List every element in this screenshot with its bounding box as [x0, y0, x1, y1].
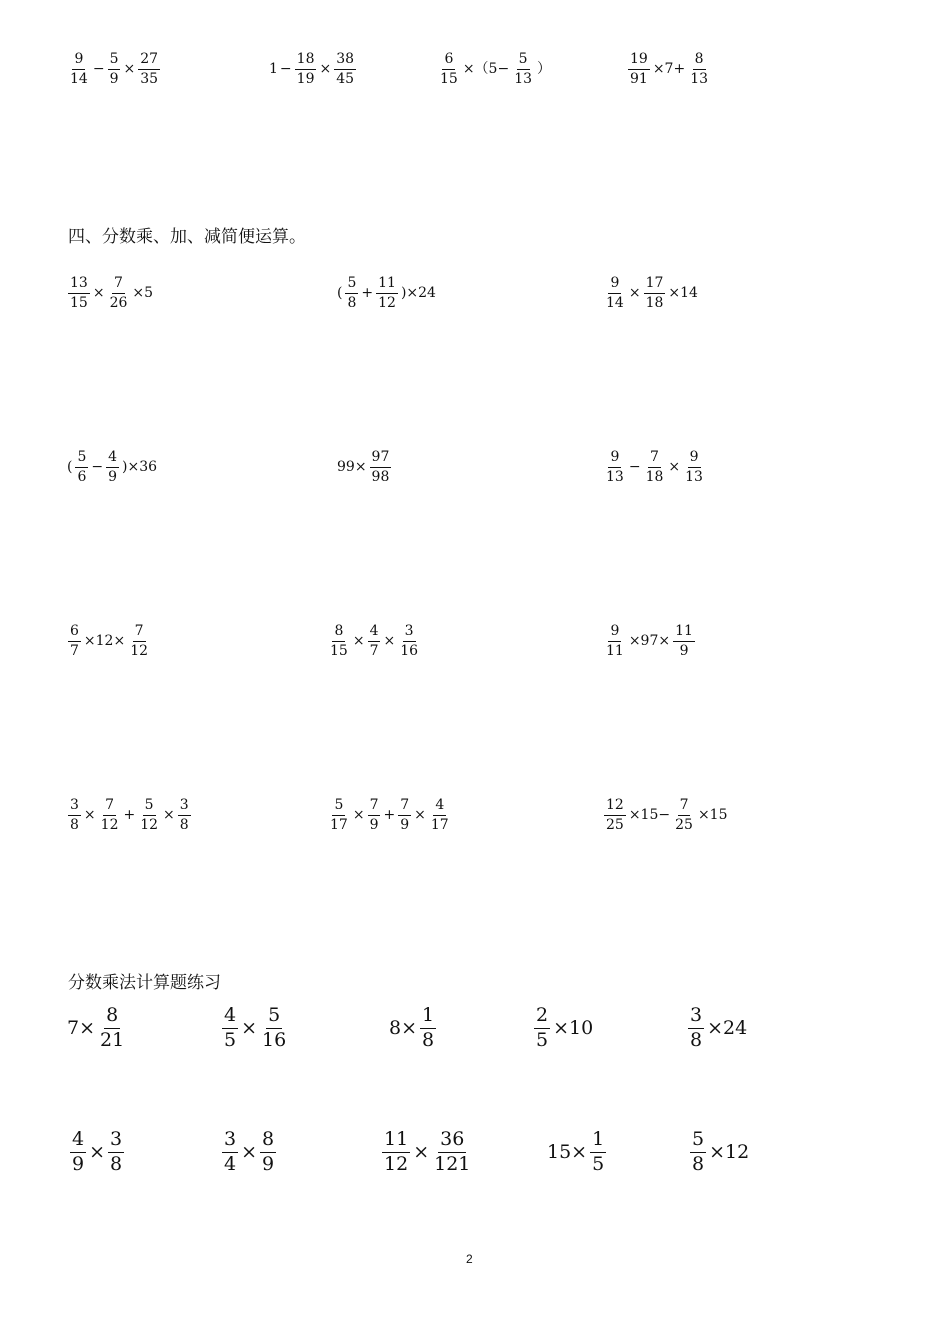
numerator: 5 [345, 276, 358, 294]
numerator: 7 [103, 798, 116, 816]
operator-text: + [361, 285, 374, 302]
operator-text: 1 [269, 61, 278, 78]
s4-expr-11 [326, 798, 453, 832]
denominator: 26 [109, 294, 128, 311]
denominator: 9 [108, 468, 118, 485]
practice-expr-3 [388, 1006, 438, 1051]
operator-text: × [352, 807, 365, 824]
fraction [260, 1130, 276, 1175]
fraction [370, 450, 392, 484]
numerator: 1 [420, 1006, 436, 1029]
denominator: 4 [224, 1152, 237, 1175]
fraction [420, 1006, 436, 1051]
denominator: 17 [330, 816, 348, 833]
numerator: 17 [644, 276, 666, 294]
practice-expr-6 [68, 1130, 126, 1175]
numerator: 8 [693, 52, 706, 70]
operator-text: × [163, 807, 175, 824]
operator-text: ( [67, 459, 73, 476]
operator-text: × [241, 1140, 258, 1163]
numerator: 5 [75, 450, 88, 468]
operator-text: × [89, 1140, 106, 1163]
numerator: 9 [72, 52, 85, 70]
fraction [590, 1130, 606, 1175]
numerator: 5 [143, 798, 156, 816]
numerator: 7 [368, 798, 381, 816]
operator-text: 99× [337, 459, 367, 476]
numerator: 2 [534, 1006, 550, 1029]
s4-expr-6 [602, 450, 707, 484]
denominator: 15 [440, 70, 458, 87]
section4-title: 四、分数乘、加、减简便运算。 [68, 227, 306, 247]
numerator: 6 [442, 52, 455, 70]
numerator: 4 [106, 450, 119, 468]
top-expr-3 [436, 52, 552, 86]
operator-text: ×10 [553, 1016, 594, 1039]
numerator: 5 [332, 798, 345, 816]
denominator: 9 [679, 642, 689, 659]
denominator: 9 [369, 816, 379, 833]
fraction [345, 276, 358, 310]
fraction [382, 1130, 410, 1175]
operator-text: + [383, 807, 396, 824]
numerator: 4 [222, 1006, 238, 1029]
operator-text: ×12 [709, 1140, 750, 1163]
operator-text: × [319, 61, 332, 78]
practice-expr-4 [532, 1006, 594, 1051]
numerator: 3 [222, 1130, 238, 1153]
numerator: 7 [398, 798, 411, 816]
numerator: 19 [628, 52, 650, 70]
numerator: 11 [376, 276, 398, 294]
practice-expr-2 [220, 1006, 290, 1051]
fraction [328, 798, 350, 832]
denominator: 121 [434, 1152, 471, 1175]
denominator: 45 [336, 70, 355, 87]
operator-text: × [123, 61, 136, 78]
operator-text: − [92, 61, 105, 78]
fraction [328, 624, 350, 658]
numerator: 13 [68, 276, 90, 294]
operator-text: × [668, 459, 681, 476]
denominator: 25 [675, 816, 693, 833]
operator-text: + [123, 807, 136, 824]
fraction [68, 798, 81, 832]
practice-expr-5 [686, 1006, 748, 1051]
numerator: 8 [104, 1006, 120, 1029]
numerator: 8 [332, 624, 345, 642]
numerator: 36 [438, 1130, 466, 1153]
numerator: 9 [688, 450, 701, 468]
numerator: 97 [370, 450, 392, 468]
fraction [683, 450, 705, 484]
fraction [644, 450, 666, 484]
fraction [628, 52, 650, 86]
denominator: 9 [400, 816, 410, 833]
numerator: 6 [68, 624, 81, 642]
numerator: 27 [138, 52, 160, 70]
numerator: 3 [403, 624, 416, 642]
fraction [690, 1130, 706, 1175]
s4-expr-12 [602, 798, 728, 832]
denominator: 13 [690, 70, 709, 87]
numerator: 4 [70, 1130, 86, 1153]
numerator: 3 [68, 798, 81, 816]
s4-expr-3 [602, 276, 699, 310]
operator-text: ×（5− [462, 61, 510, 78]
numerator: 1 [590, 1130, 606, 1153]
operator-text: ×97× [628, 633, 671, 650]
denominator: 35 [140, 70, 159, 87]
denominator: 8 [422, 1028, 435, 1051]
operator-text: × [352, 633, 365, 650]
fraction [138, 798, 160, 832]
practice-title: 分数乘法计算题练习 [68, 973, 221, 993]
practice-expr-8 [380, 1130, 474, 1175]
denominator: 9 [72, 1152, 85, 1175]
operator-text: − [628, 459, 641, 476]
denominator: 15 [330, 642, 348, 659]
denominator: 5 [224, 1028, 237, 1051]
denominator: 7 [70, 642, 79, 659]
numerator: 3 [108, 1130, 124, 1153]
fraction [368, 798, 381, 832]
page-number: 2 [466, 1252, 473, 1266]
denominator: 15 [70, 294, 88, 311]
fraction [512, 52, 534, 86]
numerator: 3 [688, 1006, 704, 1029]
operator-text: ( [337, 285, 343, 302]
fraction [108, 1130, 124, 1175]
numerator: 9 [608, 450, 621, 468]
operator-text: ×14 [668, 285, 698, 302]
fraction [75, 450, 88, 484]
denominator: 12 [100, 816, 119, 833]
fraction [68, 276, 90, 310]
s4-expr-5 [336, 450, 393, 484]
numerator: 9 [608, 276, 621, 294]
denominator: 12 [378, 294, 396, 311]
fraction [98, 1006, 126, 1051]
practice-expr-9 [546, 1130, 608, 1175]
denominator: 12 [384, 1152, 409, 1175]
fraction [222, 1006, 238, 1051]
denominator: 8 [179, 816, 189, 833]
top-expr-2 [268, 52, 358, 86]
numerator: 11 [673, 624, 695, 642]
fraction [398, 624, 420, 658]
practice-expr-7 [220, 1130, 278, 1175]
s4-expr-8 [326, 624, 422, 658]
fraction [673, 624, 695, 658]
denominator: 18 [645, 294, 664, 311]
fraction [68, 52, 90, 86]
fraction [604, 450, 626, 484]
fraction [334, 52, 356, 86]
denominator: 9 [109, 70, 119, 87]
fraction [99, 798, 121, 832]
operator-text: × [413, 1140, 430, 1163]
numerator: 5 [517, 52, 530, 70]
fraction [604, 798, 626, 832]
operator-text: × [628, 285, 641, 302]
operator-text: ×5 [132, 285, 154, 302]
fraction [534, 1006, 550, 1051]
denominator: 8 [70, 816, 79, 833]
s4-expr-9 [602, 624, 697, 658]
denominator: 98 [371, 468, 390, 485]
operator-text: 8× [389, 1016, 418, 1039]
numerator: 7 [112, 276, 125, 294]
denominator: 8 [347, 294, 357, 311]
denominator: 17 [430, 816, 449, 833]
fraction [432, 1130, 472, 1175]
denominator: 18 [645, 468, 664, 485]
top-expr-4 [626, 52, 712, 86]
numerator: 5 [108, 52, 121, 70]
s4-expr-10 [66, 798, 193, 832]
operator-text: ×15− [628, 807, 671, 824]
fraction [688, 52, 710, 86]
fraction [604, 276, 626, 310]
denominator: 6 [77, 468, 87, 485]
s4-expr-2 [336, 276, 437, 310]
numerator: 7 [678, 798, 691, 816]
operator-text: × [241, 1016, 258, 1039]
denominator: 14 [606, 294, 624, 311]
operator-text: × [383, 633, 396, 650]
numerator: 3 [178, 798, 191, 816]
fraction [429, 798, 451, 832]
operator-text: 15× [547, 1140, 588, 1163]
fraction [644, 276, 666, 310]
denominator: 9 [262, 1152, 275, 1175]
denominator: 13 [606, 468, 624, 485]
fraction [138, 52, 160, 86]
fraction [106, 450, 119, 484]
fraction [604, 624, 626, 658]
denominator: 13 [685, 468, 703, 485]
fraction [295, 52, 317, 86]
fraction [688, 1006, 704, 1051]
operator-text: )×24 [400, 285, 436, 302]
numerator: 18 [295, 52, 317, 70]
fraction [376, 276, 398, 310]
numerator: 7 [133, 624, 146, 642]
numerator: 11 [382, 1130, 410, 1153]
numerator: 5 [266, 1006, 282, 1029]
operator-text: ×24 [707, 1016, 748, 1039]
fraction [108, 52, 121, 86]
denominator: 12 [130, 642, 149, 659]
fraction [108, 276, 130, 310]
denominator: 16 [262, 1028, 287, 1051]
denominator: 8 [692, 1152, 705, 1175]
numerator: 7 [648, 450, 661, 468]
operator-text: × [92, 285, 105, 302]
numerator: 9 [608, 624, 621, 642]
numerator: 4 [433, 798, 446, 816]
operator-text: − [91, 459, 104, 476]
denominator: 91 [630, 70, 648, 87]
operator-text: − [279, 61, 292, 78]
s4-expr-4 [66, 450, 158, 484]
fraction [68, 624, 81, 658]
denominator: 12 [140, 816, 159, 833]
operator-text: × [83, 807, 96, 824]
s4-expr-1 [66, 276, 154, 310]
practice-expr-10 [688, 1130, 750, 1175]
denominator: 8 [110, 1152, 123, 1175]
top-expr-1 [66, 52, 162, 86]
denominator: 7 [369, 642, 379, 659]
operator-text: ×15 [697, 807, 728, 824]
fraction [438, 52, 460, 86]
fraction [70, 1130, 86, 1175]
denominator: 11 [606, 642, 624, 659]
fraction [398, 798, 411, 832]
denominator: 5 [592, 1152, 605, 1175]
s4-expr-7 [66, 624, 152, 658]
denominator: 8 [690, 1028, 703, 1051]
denominator: 14 [70, 70, 88, 87]
denominator: 19 [296, 70, 315, 87]
operator-text: )×36 [122, 459, 158, 476]
numerator: 5 [690, 1130, 706, 1153]
fraction [222, 1130, 238, 1175]
numerator: 38 [334, 52, 356, 70]
practice-expr-1 [66, 1006, 128, 1051]
operator-text: ×12× [83, 633, 126, 650]
operator-text: ） [537, 61, 552, 78]
fraction [368, 624, 381, 658]
operator-text: 7× [67, 1016, 96, 1039]
operator-text: ×7+ [652, 61, 686, 78]
denominator: 13 [514, 70, 533, 87]
fraction [128, 624, 150, 658]
numerator: 12 [604, 798, 626, 816]
denominator: 16 [400, 642, 419, 659]
denominator: 21 [100, 1028, 125, 1051]
numerator: 4 [368, 624, 381, 642]
fraction [178, 798, 191, 832]
operator-text: × [414, 807, 426, 824]
denominator: 25 [606, 816, 624, 833]
denominator: 5 [536, 1028, 549, 1051]
fraction [673, 798, 695, 832]
fraction [260, 1006, 288, 1051]
numerator: 8 [260, 1130, 276, 1153]
